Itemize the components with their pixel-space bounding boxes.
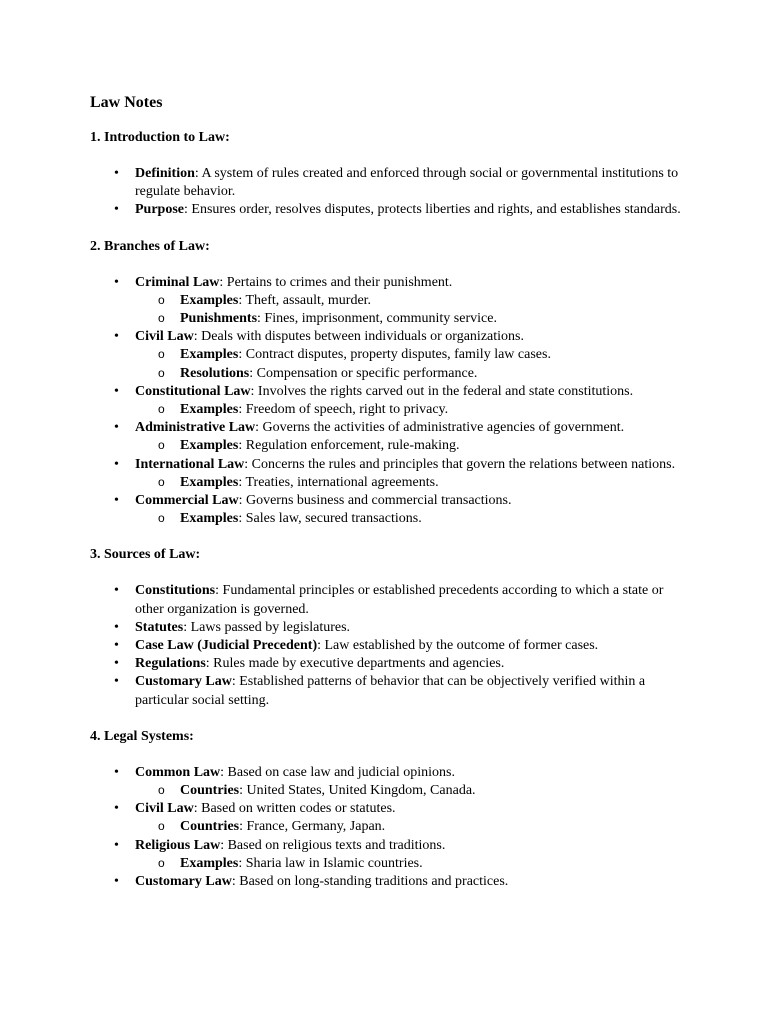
item-term: Purpose xyxy=(135,202,184,218)
bullet-icon: • xyxy=(114,420,119,436)
item-description: : Based on case law and judicial opinions. xyxy=(220,764,456,780)
list-item xyxy=(90,764,690,800)
item-description: : Rules made by executive departments and agencies. xyxy=(205,656,505,672)
item-description: : Based on religious texts and traditions. xyxy=(220,837,446,853)
bullet-icon: • xyxy=(114,493,119,509)
bullet-icon: • xyxy=(114,329,119,345)
list-item xyxy=(90,328,690,383)
list-item xyxy=(90,456,690,492)
sub-list xyxy=(135,437,690,455)
list-item xyxy=(90,673,690,709)
item-description: : A system of rules created and enforced through social or governmental institutions to regulate behavior. xyxy=(135,166,679,200)
item-term: Administrative Law xyxy=(135,420,256,436)
bullet-icon: • xyxy=(114,202,119,218)
sub-list xyxy=(135,818,690,836)
bullet-icon: • xyxy=(114,383,119,399)
bullet-icon: • xyxy=(114,274,119,290)
sub-item-description: : Regulation enforcement, rule-making. xyxy=(238,438,460,454)
circle-bullet-icon: o xyxy=(158,855,165,870)
bullet-list xyxy=(90,582,690,709)
item-description: : Law established by the outcome of former cases. xyxy=(317,638,599,654)
sub-item-term: Examples xyxy=(180,292,239,308)
sub-item-term: Examples xyxy=(180,855,239,871)
item-term: Customary Law xyxy=(135,674,232,690)
bullet-icon: • xyxy=(114,874,119,890)
item-description: : Involves the rights carved out in the federal and state constitutions. xyxy=(250,383,634,399)
bullet-icon: • xyxy=(114,801,119,817)
section-heading: 4. Legal Systems: xyxy=(90,728,194,744)
sub-list-item xyxy=(135,401,690,419)
bullet-icon: • xyxy=(114,764,119,780)
bullet-icon: • xyxy=(114,456,119,472)
list-item xyxy=(90,637,690,655)
sub-list-item xyxy=(135,365,690,383)
list-item xyxy=(90,582,690,618)
circle-bullet-icon: o xyxy=(158,511,165,526)
sub-list-item xyxy=(135,437,690,455)
list-item xyxy=(90,873,690,891)
item-description: : Laws passed by legislatures. xyxy=(183,619,351,635)
list-item xyxy=(90,619,690,637)
list-item xyxy=(90,201,690,219)
bullet-icon: • xyxy=(114,656,119,672)
sub-list-item xyxy=(135,510,690,528)
item-description: : Established patterns of behavior that can be objectively verified within a particular social setting. xyxy=(135,674,646,708)
sub-list xyxy=(135,782,690,800)
item-description: : Deals with disputes between individuals or organizations. xyxy=(193,329,524,345)
sub-item-description: : Contract disputes, property disputes, family law cases. xyxy=(238,347,551,363)
item-term: Criminal Law xyxy=(135,274,220,290)
circle-bullet-icon: o xyxy=(158,365,165,380)
sub-list xyxy=(135,510,690,528)
bullet-icon: • xyxy=(114,583,119,599)
list-item xyxy=(90,800,690,836)
sub-list-item xyxy=(135,292,690,310)
document-page xyxy=(90,92,690,909)
section-heading: 1. Introduction to Law: xyxy=(90,130,230,145)
item-term: Constitutions xyxy=(135,583,216,599)
item-term: Constitutional Law xyxy=(135,383,251,399)
item-term: Civil Law xyxy=(135,329,194,345)
sub-list-item xyxy=(135,310,690,328)
sub-list-item xyxy=(135,818,690,836)
item-description: : Based on long-standing traditions and practices. xyxy=(231,874,509,890)
circle-bullet-icon: o xyxy=(158,438,165,453)
sub-list xyxy=(135,474,690,492)
sub-list-item xyxy=(135,474,690,492)
item-term: Case Law (Judicial Precedent) xyxy=(135,638,318,654)
sub-item-description: : Theft, assault, murder. xyxy=(238,292,372,308)
list-item xyxy=(90,492,690,528)
circle-bullet-icon: o xyxy=(158,347,165,362)
sub-item-description: : France, Germany, Japan. xyxy=(239,819,386,835)
list-item xyxy=(90,655,690,673)
sub-item-term: Examples xyxy=(180,402,239,418)
sub-list xyxy=(135,401,690,419)
sub-list-item xyxy=(135,782,690,800)
sub-item-description: : Sales law, secured transactions. xyxy=(238,511,422,527)
item-description: : Governs the activities of administrative agencies of government. xyxy=(255,420,625,436)
sub-list xyxy=(135,855,690,873)
sub-item-term: Examples xyxy=(180,511,239,527)
item-term: Regulations xyxy=(135,656,206,672)
item-term: Definition xyxy=(135,166,195,181)
bullet-icon: • xyxy=(114,166,119,181)
sub-list xyxy=(135,292,690,328)
list-item xyxy=(90,383,690,419)
circle-bullet-icon: o xyxy=(158,402,165,417)
list-item xyxy=(90,165,690,201)
item-term: Religious Law xyxy=(135,837,221,853)
bullet-icon: • xyxy=(114,638,119,654)
item-description: : Concerns the rules and principles that govern the relations between nations. xyxy=(244,456,676,472)
item-term: International Law xyxy=(135,456,245,472)
circle-bullet-icon: o xyxy=(158,474,165,489)
sub-item-term: Punishments xyxy=(180,311,258,327)
sub-list-item xyxy=(135,855,690,873)
sub-item-description: : United States, United Kingdom, Canada. xyxy=(239,783,476,799)
list-item xyxy=(90,837,690,873)
bullet-icon: • xyxy=(114,837,119,853)
bullet-list xyxy=(90,764,690,891)
sub-list-item xyxy=(135,346,690,364)
list-item xyxy=(90,419,690,455)
item-term: Common Law xyxy=(135,764,221,780)
sub-item-description: : Compensation or specific performance. xyxy=(249,365,478,381)
item-term: Statutes xyxy=(135,619,184,635)
item-description: : Fundamental principles or established precedents according to which a state or other organization is governed. xyxy=(135,583,664,617)
item-term: Customary Law xyxy=(135,874,232,890)
item-description: : Ensures order, resolves disputes, protects liberties and rights, and establishes standards. xyxy=(184,202,681,218)
sub-item-term: Countries xyxy=(180,819,240,835)
circle-bullet-icon: o xyxy=(158,292,165,307)
sub-item-description: : Fines, imprisonment, community service. xyxy=(257,311,497,327)
sub-item-description: : Sharia law in Islamic countries. xyxy=(238,855,423,871)
circle-bullet-icon: o xyxy=(158,311,165,326)
item-description: : Based on written codes or statutes. xyxy=(193,801,396,817)
bullet-icon: • xyxy=(114,619,119,635)
sub-list xyxy=(135,346,690,382)
sub-item-term: Examples xyxy=(180,438,239,454)
bullet-list xyxy=(90,274,690,529)
circle-bullet-icon: o xyxy=(158,819,165,834)
document-body xyxy=(90,129,690,891)
sub-item-term: Examples xyxy=(180,347,239,363)
sub-item-term: Countries xyxy=(180,783,240,799)
section-heading: 3. Sources of Law: xyxy=(90,547,201,563)
sub-item-term: Examples xyxy=(180,474,239,490)
sub-item-description: : Freedom of speech, right to privacy. xyxy=(238,402,449,418)
bullet-icon: • xyxy=(114,674,119,690)
item-description: : Governs business and commercial transactions. xyxy=(238,493,512,509)
circle-bullet-icon: o xyxy=(158,783,165,798)
item-term: Civil Law xyxy=(135,801,194,817)
document-title: Law Notes xyxy=(90,94,163,111)
section-heading: 2. Branches of Law: xyxy=(90,238,210,254)
sub-item-term: Resolutions xyxy=(180,365,250,381)
bullet-list xyxy=(90,165,690,220)
item-term: Commercial Law xyxy=(135,493,239,509)
sub-item-description: : Treaties, international agreements. xyxy=(238,474,439,490)
item-description: : Pertains to crimes and their punishment. xyxy=(219,274,453,290)
list-item xyxy=(90,274,690,329)
